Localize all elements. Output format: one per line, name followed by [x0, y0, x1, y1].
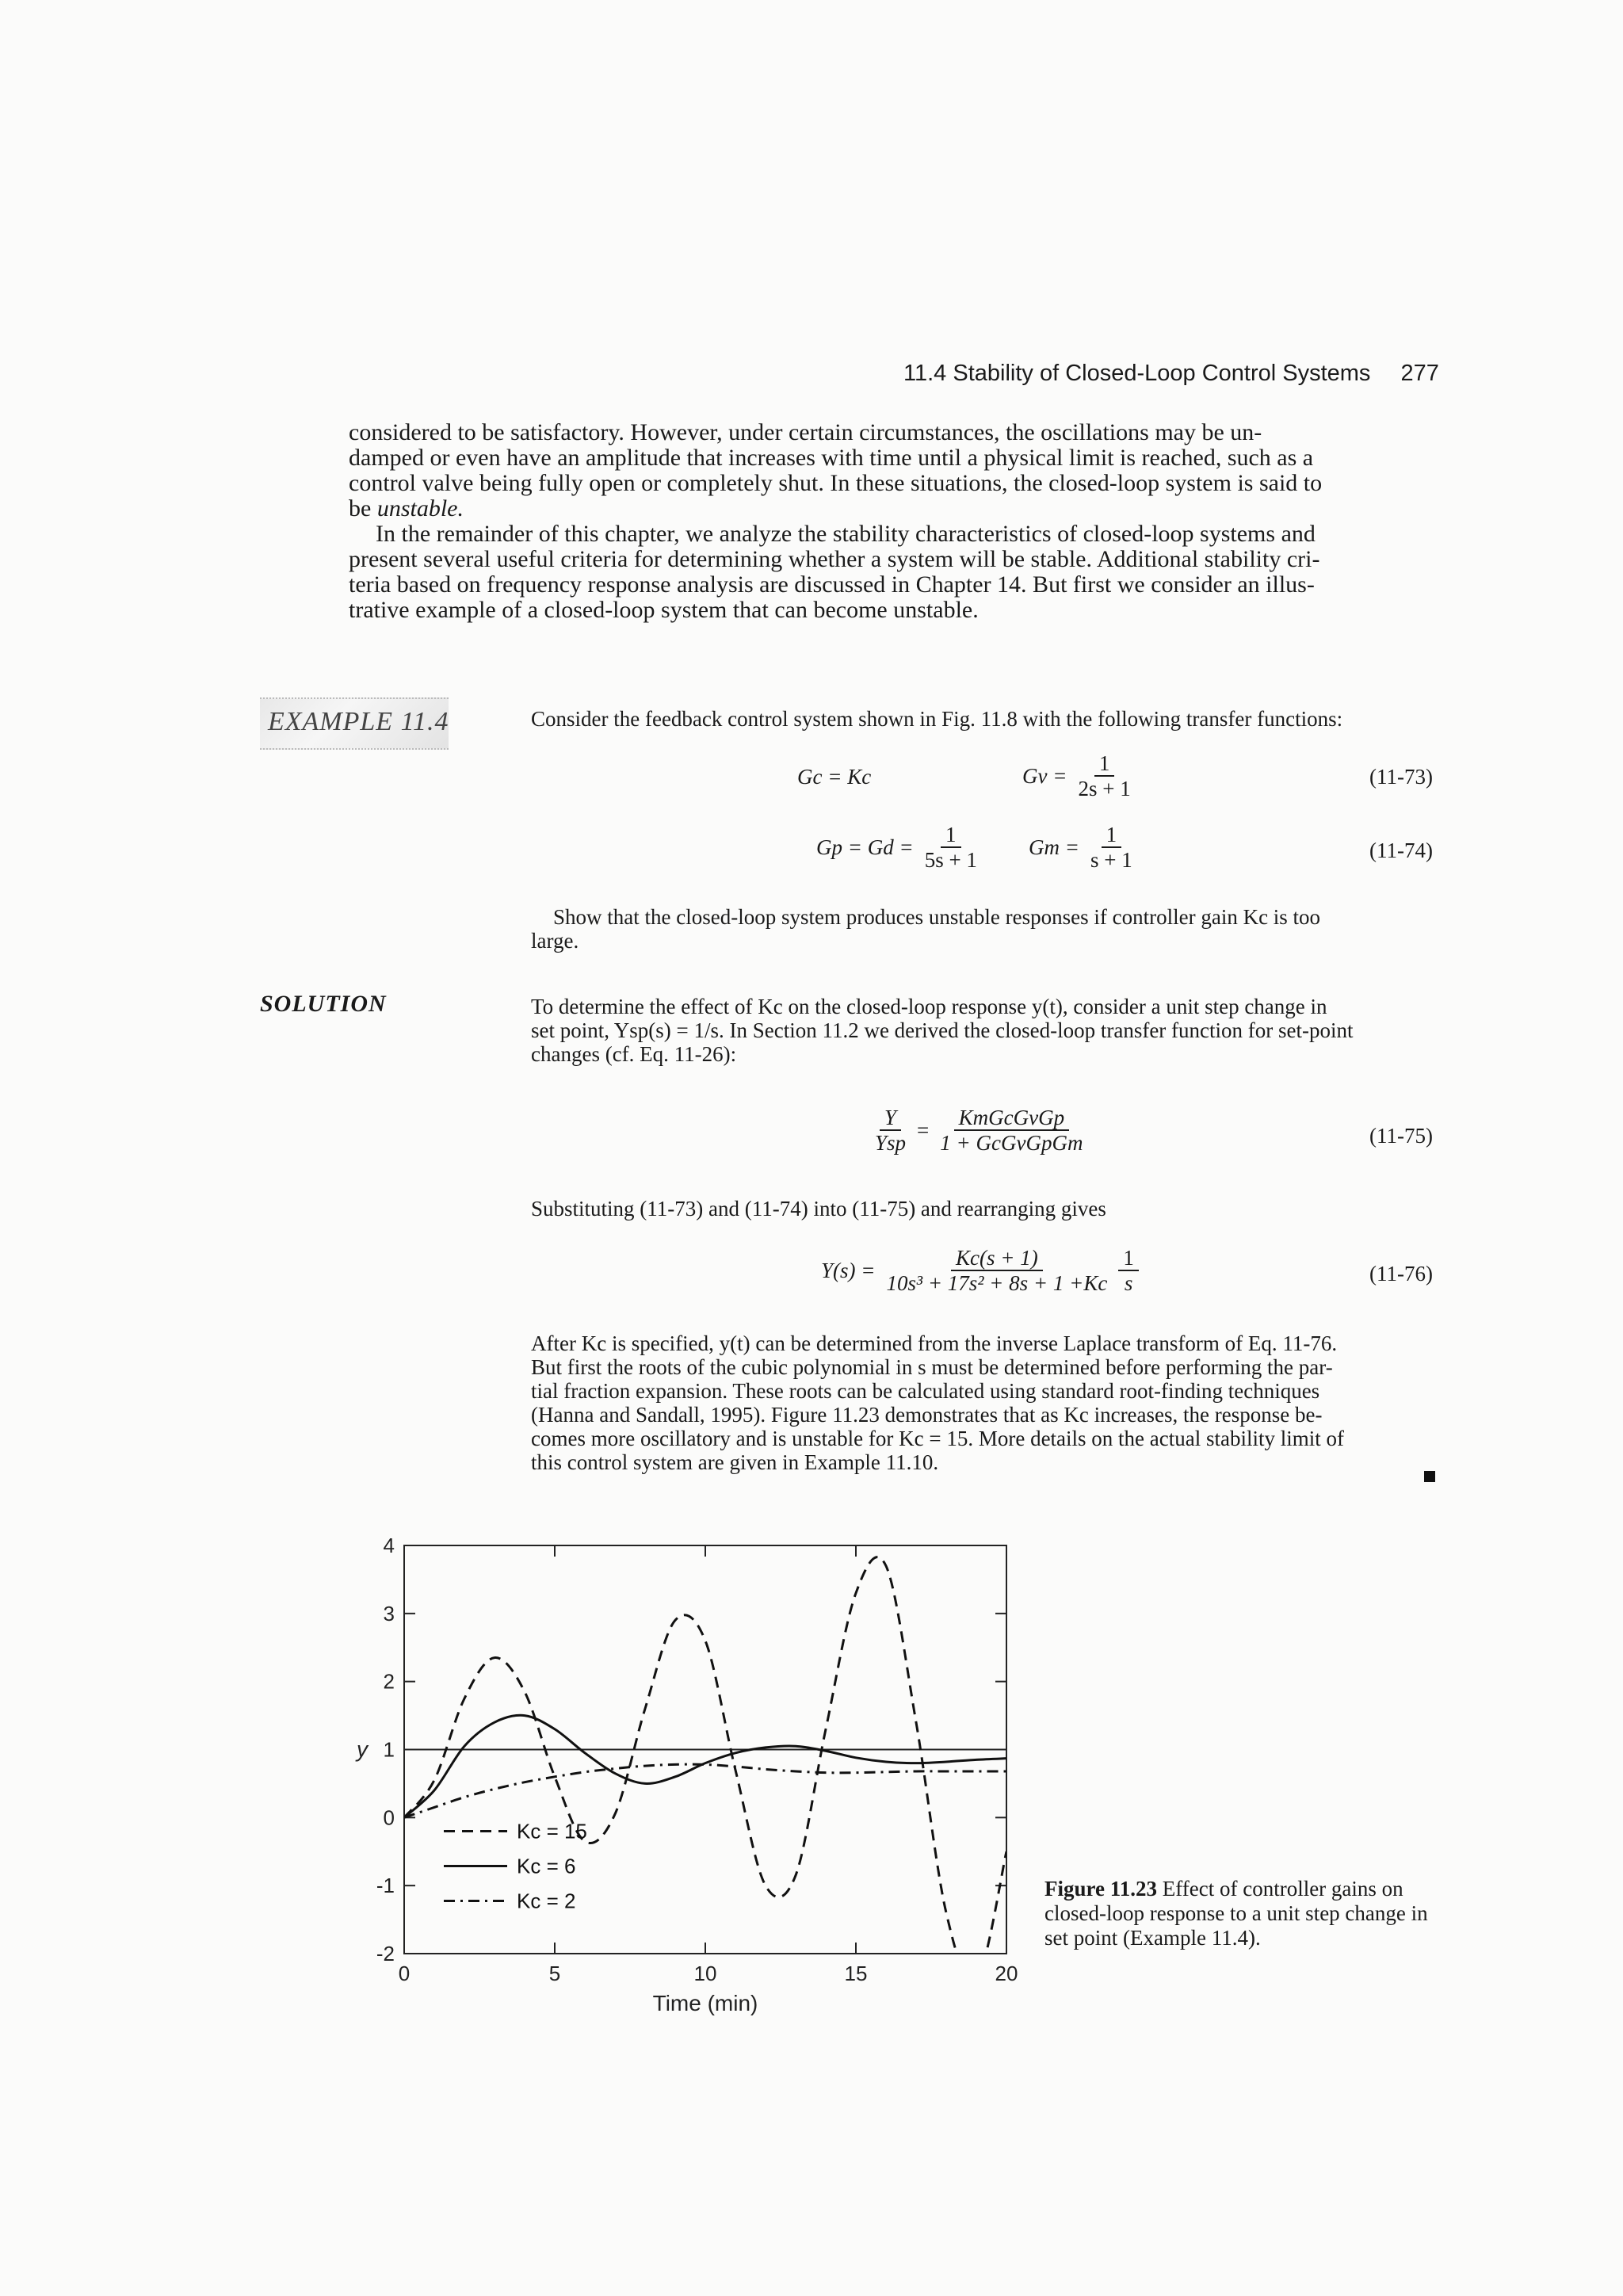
denominator: 2s + 1	[1078, 777, 1131, 800]
fraction	[935, 1106, 1087, 1155]
text-line: control valve being fully open or completely shut. In these situations, the closed-loop system is said to	[349, 470, 1323, 496]
numerator: KmGcGvGp	[954, 1106, 1069, 1131]
y-tick-label: -2	[376, 1942, 395, 1966]
equation-gc: Gc = Kc	[797, 765, 872, 789]
equation-number: (11-73)	[1369, 765, 1433, 789]
solution-paragraph	[531, 1331, 1458, 1474]
fraction	[1118, 1246, 1139, 1295]
text-line: comes more oscillatory and is unstable for Kc = 15. More details on the actual stability limit of	[531, 1427, 1344, 1450]
y-tick-label: 0	[383, 1805, 395, 1830]
equation-gm	[1029, 823, 1137, 872]
denominator: s + 1	[1090, 848, 1132, 872]
page-number: 277	[1400, 361, 1439, 386]
text-line: To determine the effect of Kc on the closed-loop response y(t), consider a unit step change in	[531, 995, 1327, 1018]
figure-caption	[1044, 1877, 1457, 1950]
emphasis-text: unstable.	[376, 495, 464, 521]
text-line: After Kc is specified, y(t) can be determined from the inverse Laplace transform of Eq. 11-76.	[531, 1331, 1338, 1355]
text-line: present several useful criteria for determining whether a system will be stable. Additional stability cri-	[349, 546, 1320, 572]
x-axis-label: Time (min)	[652, 1991, 758, 2015]
series-line-1	[404, 1557, 1006, 1983]
example-label: EXAMPLE 11.4	[268, 707, 449, 736]
solution-label: SOLUTION	[260, 991, 387, 1017]
equation-output	[821, 1246, 1139, 1295]
numerator: Kc(s + 1)	[951, 1246, 1043, 1271]
numerator: 1	[1102, 823, 1122, 848]
numerator: Y	[880, 1106, 901, 1131]
text-line: large.	[531, 929, 579, 953]
x-tick-label: 15	[844, 1962, 868, 1985]
x-tick-label: 0	[398, 1962, 411, 1985]
fraction	[1073, 751, 1135, 800]
numerator: 1	[1094, 751, 1115, 777]
y-tick-label: 3	[383, 1601, 395, 1626]
text-line: this control system are given in Example 11.10.	[531, 1450, 939, 1474]
caption-label: Figure 11.23	[1044, 1877, 1158, 1901]
solution-text: Substituting (11-73) and (11-74) into (11-75) and rearranging gives	[531, 1197, 1106, 1221]
response-chart	[349, 1526, 1030, 2033]
text-line: tial fraction expansion. These roots can be calculated using standard root-finding techniques	[531, 1379, 1320, 1403]
plot-area	[355, 1534, 1018, 2015]
text-line: teria based on frequency response analysis are discussed in Chapter 14. But first we consider an illus-	[349, 571, 1315, 598]
equation-number: (11-75)	[1369, 1124, 1433, 1148]
x-tick-label: 5	[548, 1962, 561, 1985]
denominator: 5s + 1	[924, 848, 977, 872]
text-line: trative example of a closed-loop system that can become unstable.	[349, 597, 979, 623]
denominator: Ysp	[875, 1131, 907, 1155]
solution-paragraph	[531, 995, 1458, 1066]
legend-label: Kc = 6	[517, 1854, 576, 1878]
equation-lhs: Gv =	[1022, 763, 1067, 788]
y-axis-label: y	[357, 1736, 368, 1762]
y-tick-label: -1	[376, 1874, 395, 1898]
text-line: (Hanna and Sandall, 1995). Figure 11.23 demonstrates that as Kc increases, the response be-	[531, 1403, 1323, 1427]
text-line: considered to be satisfactory. However, under certain circumstances, the oscillations may be un-	[349, 419, 1262, 445]
equation-closed-loop	[870, 1106, 1087, 1155]
equation-gv	[1022, 751, 1136, 800]
text-span: be	[349, 495, 377, 521]
y-tick-label: 2	[383, 1669, 395, 1694]
equation-number: (11-76)	[1369, 1262, 1433, 1286]
text-line: In the remainder of this chapter, we analyze the stability characteristics of closed-loop systems and	[376, 521, 1316, 547]
fraction	[920, 823, 982, 872]
running-header	[903, 361, 1450, 387]
numerator: 1	[941, 823, 961, 848]
example-task	[531, 905, 1458, 953]
fraction	[1086, 823, 1137, 872]
equation-gp	[816, 823, 982, 872]
equation-lhs: Gm =	[1029, 835, 1079, 859]
fraction	[870, 1106, 911, 1155]
text-line: changes (cf. Eq. 11-26):	[531, 1042, 737, 1066]
caption-text: Effect of controller gains on closed-loop response to a unit step change in set point (Example 11.4).	[1044, 1877, 1428, 1950]
text-line: damped or even have an amplitude that increases with time until a physical limit is reached, such as a	[349, 445, 1314, 471]
equation-lhs: Y(s) =	[821, 1258, 876, 1282]
denominator: 10s³ + 17s² + 8s + 1 +Kc	[886, 1271, 1108, 1295]
text-line: set point, Ysp(s) = 1/s. In Section 11.2 we derived the closed-loop transfer function for set-point	[531, 1018, 1354, 1042]
end-of-example-mark	[1424, 1471, 1435, 1482]
denominator: s	[1124, 1271, 1133, 1295]
body-paragraphs	[349, 420, 1458, 623]
numerator: 1	[1118, 1246, 1139, 1271]
series-line-3	[404, 1764, 1006, 1817]
example-intro: Consider the feedback control system shown in Fig. 11.8 with the following transfer functions:	[531, 707, 1343, 731]
x-tick-label: 20	[995, 1962, 1018, 1985]
equation-lhs: Gp = Gd =	[816, 835, 914, 859]
y-tick-label: 4	[383, 1534, 395, 1557]
fraction	[881, 1246, 1112, 1295]
x-tick-label: 10	[693, 1962, 717, 1985]
text-line: Show that the closed-loop system produces unstable responses if controller gain Kc is too	[553, 905, 1321, 929]
text-line	[349, 496, 1458, 521]
series-line-2	[404, 1715, 1006, 1817]
legend-label: Kc = 2	[517, 1889, 576, 1913]
legend-label: Kc = 15	[517, 1819, 587, 1843]
equation-number: (11-74)	[1369, 839, 1433, 862]
y-tick-label: 1	[383, 1737, 395, 1762]
denominator: 1 + GcGvGpGm	[940, 1131, 1083, 1155]
section-title: 11.4 Stability of Closed-Loop Control Systems	[903, 361, 1371, 386]
text-line: But first the roots of the cubic polynomial in s must be determined before performing the par-	[531, 1355, 1333, 1379]
equals-sign: =	[917, 1117, 930, 1142]
